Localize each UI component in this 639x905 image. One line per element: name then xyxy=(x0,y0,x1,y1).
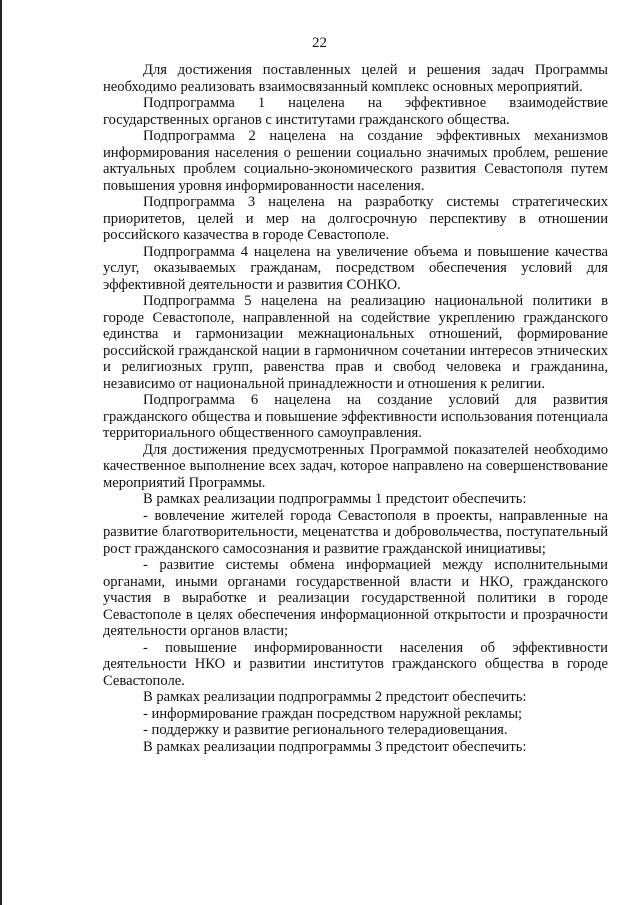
paragraph-subprogram-3-header: В рамках реализации подпрограммы 3 предстоит обеспечить: xyxy=(143,738,527,755)
page-number: 22 xyxy=(312,35,327,51)
paragraph-subprogram-4: Подпрограмма 4 нацелена на увеличение объема и повышение качества услуг, оказываемых гражданам, посредством обеспечения условий для эффективной деятельности и развития СОНКО. xyxy=(103,243,608,293)
paragraph-intro: Для достижения поставленных целей и решения задач Программы необходимо реализовать взаимосвязанный комплекс основных мероприятий. xyxy=(103,62,608,95)
paragraph-indicators: Для достижения предусмотренных Программой показателей необходимо качественное выполнение всех задач, которое направлено на совершенствование мероприятий Программы. xyxy=(103,441,608,491)
paragraph-subprogram-1-header: В рамках реализации подпрограммы 1 предстоит обеспечить: xyxy=(143,491,527,507)
list-item-2-2: - поддержку и развитие регионального телерадиовещания. xyxy=(143,722,508,738)
list-item-1-2: - развитие системы обмена информацией между исполнительными органами, иными органами государственной власти и НКО, гражданского участия в выработке и реализации государственной политики в городе Севастополе в целях обеспечения информационной открытости и прозрачности деятельности органов власти; xyxy=(103,557,608,639)
scan-edge-line xyxy=(0,0,2,905)
paragraph-subprogram-2-header: В рамках реализации подпрограммы 2 предстоит обеспечить: xyxy=(143,689,527,705)
list-item-1-3: - повышение информированности населения об эффективности деятельности НКО и развитии институтов гражданского общества в городе Севастополе. xyxy=(103,639,608,689)
paragraph-subprogram-2: Подпрограмма 2 нацелена на создание эффективных механизмов информирования населения о решении социально значимых проблем, решение актуальных проблем социально-экономического развития Севастополя путем повышения уровня информированности населения. xyxy=(103,128,608,194)
paragraph-subprogram-3: Подпрограмма 3 нацелена на разработку системы стратегических приоритетов, целей и мер на долгосрочную перспективу в отношении российского казачества в городе Севастополе. xyxy=(103,194,608,243)
paragraph-subprogram-5: Подпрограмма 5 нацелена на реализацию национальной политики в городе Севастополе, направленной на содействие укреплению гражданского единства и гармонизации межнациональных отношений, формирование российской гражданской нации в гармоничном сочетании интересов этнических и религиозных групп, равенства прав и свобод человека и гражданина, независимо от национальной принадлежности и отношения к религии. xyxy=(103,293,608,392)
paragraph-subprogram-1: Подпрограмма 1 нацелена на эффективное взаимодействие государственных органов с институтами гражданского общества. xyxy=(103,95,608,128)
paragraph-subprogram-6: Подпрограмма 6 нацелена на создание условий для развития гражданского общества и повышение эффективности использования потенциала территориального общественного самоуправления. xyxy=(103,392,608,441)
list-item-1-1: - вовлечение жителей города Севастополя в проекты, направленные на развитие благотворительности, меценатства и добровольчества, поступательный рост гражданского самосознания и развитие гражданской инициативы; xyxy=(103,507,608,557)
document-body xyxy=(103,62,608,755)
list-item-2-1: - информирование граждан посредством наружной рекламы; xyxy=(143,705,523,722)
